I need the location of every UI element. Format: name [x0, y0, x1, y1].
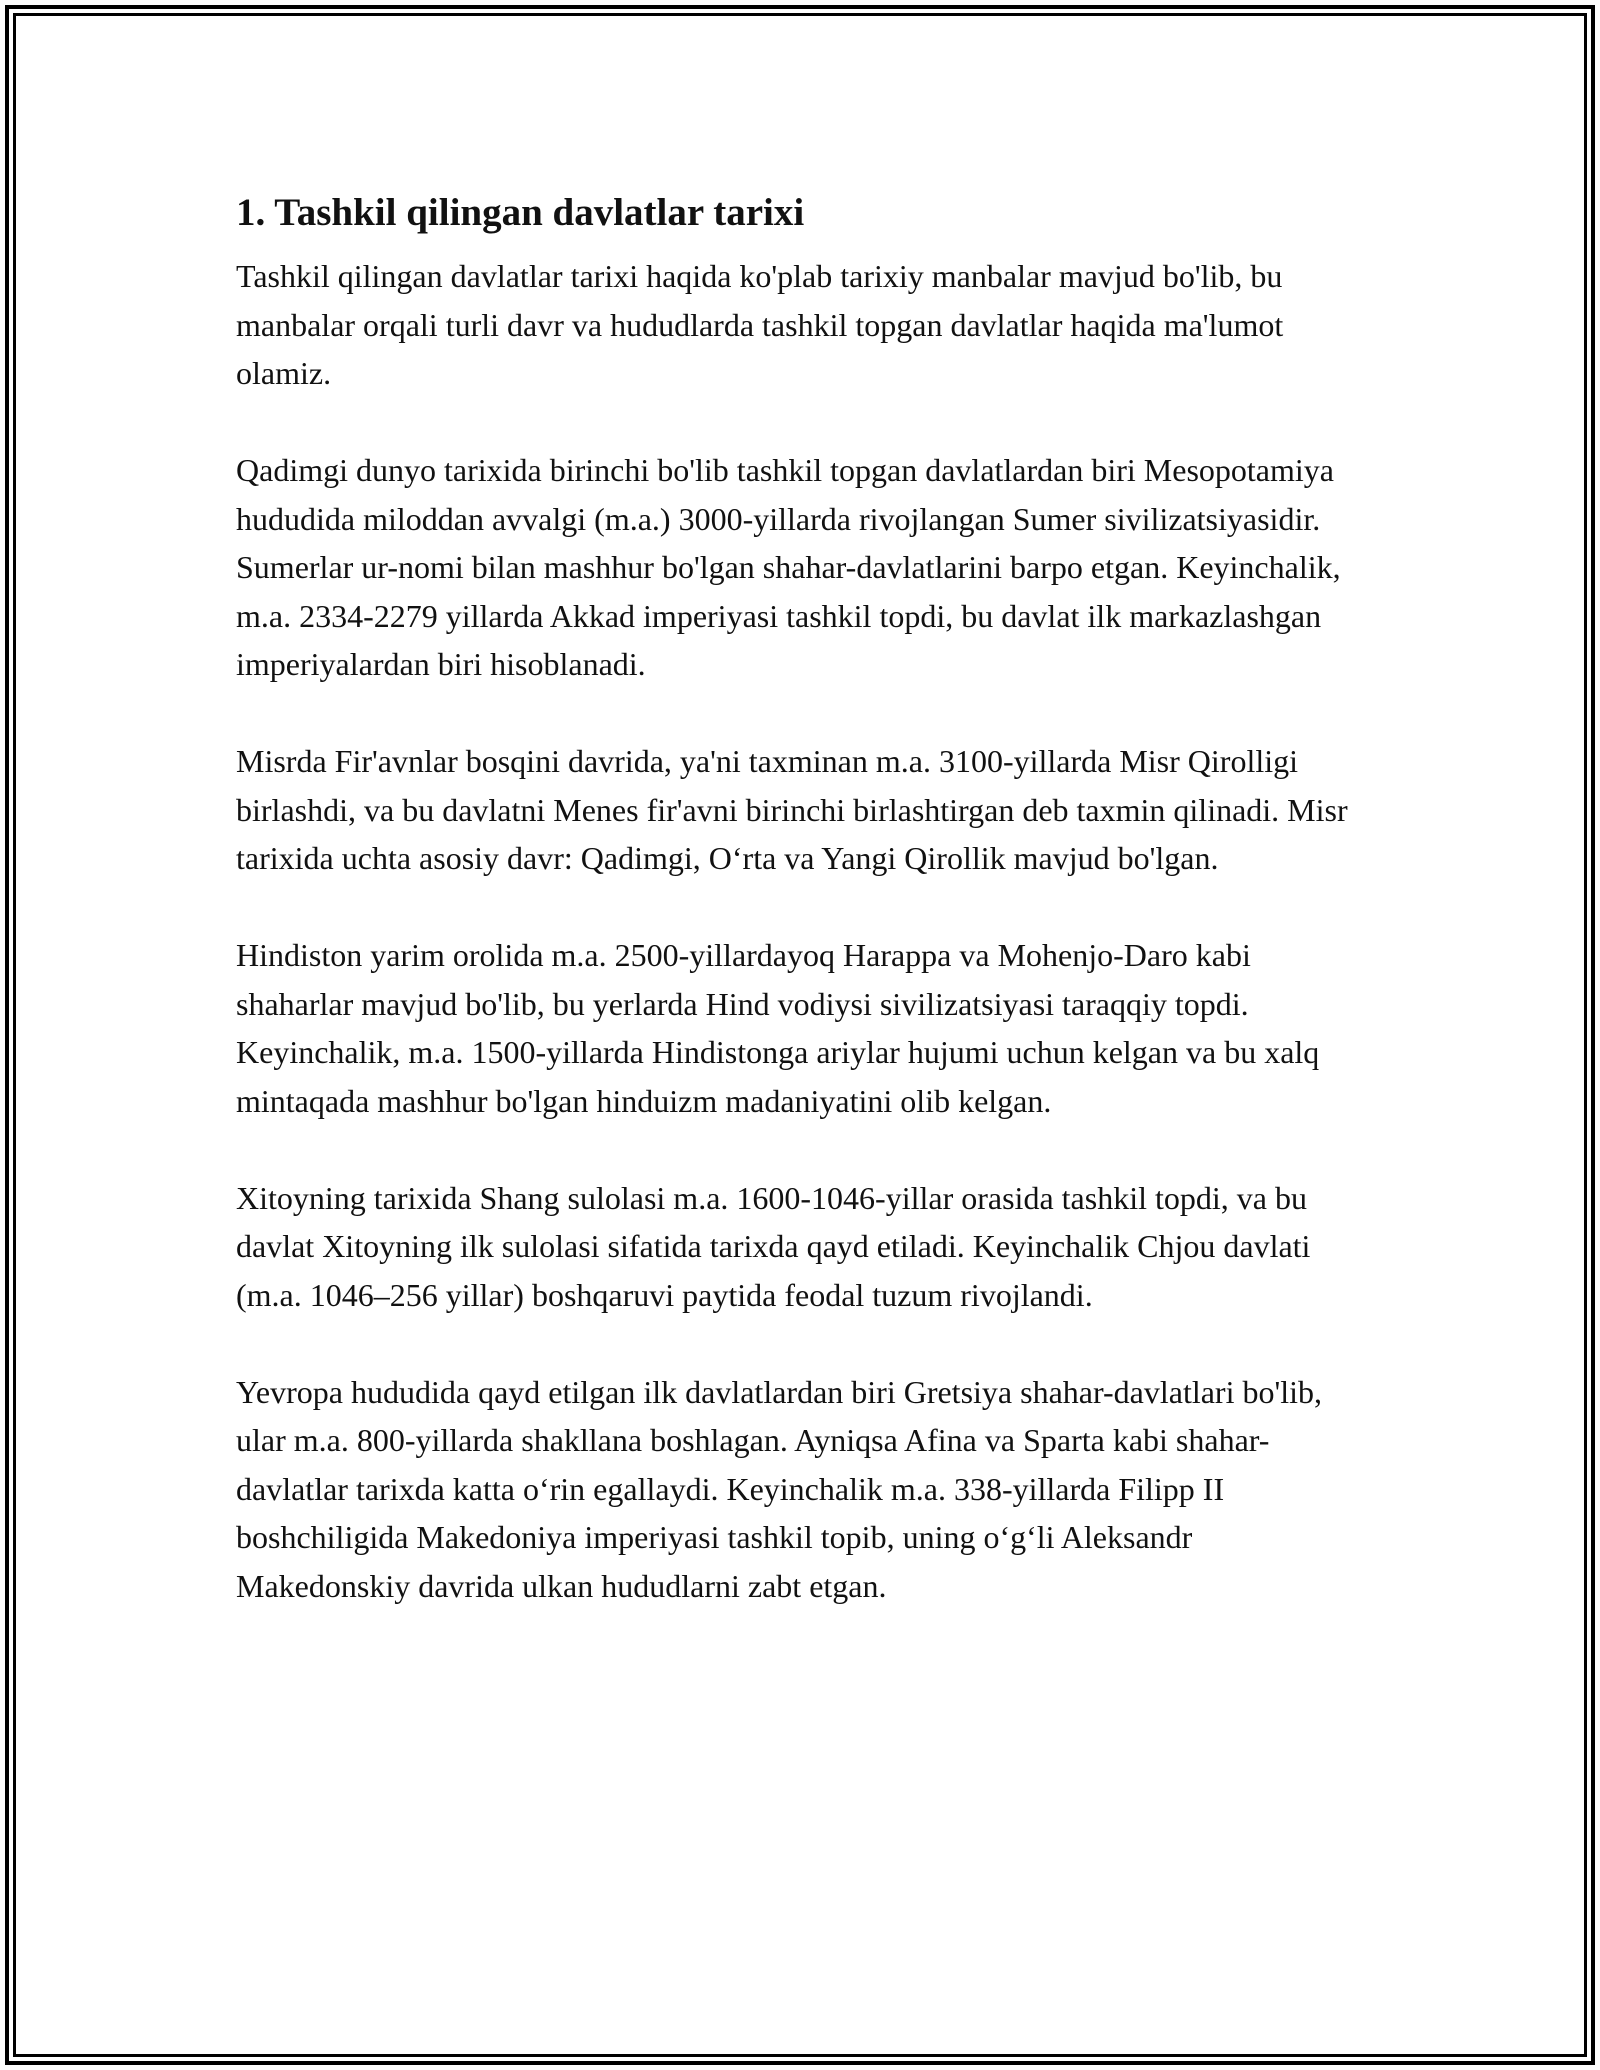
paragraph-europe: Yevropa hududida qayd etilgan ilk davlatlardan biri Gretsiya shahar-davlatlari bo'lib, ular m.a. 800-yillarda shakllana boshlagan. Ayniqsa Afina va Sparta kabi shahar-davlatlar tarixda katta o‘rin egallaydi. Keyinchalik m.a. 338-yillarda Filipp II boshchiligida Makedoniya imperiyasi tashkil topib, uning o‘g‘li Aleksandr Makedonskiy davrida ulkan hududlarni zabt etgan.	[236, 1373, 1323, 1604]
paragraph-intro: Tashkil qilingan davlatlar tarixi haqida ko'plab tarixiy manbalar mavjud bo'lib, bu manbalar orqali turli davr va hududlarda tashkil topgan davlatlar haqida ma'lumot olamiz.	[236, 258, 1284, 391]
document-body	[236, 185, 1366, 1610]
paragraph-mesopotamia: Qadimgi dunyo tarixida birinchi bo'lib tashkil topgan davlatlardan biri Mesopotamiya hududida miloddan avvalgi (m.a.) 3000-yillarda rivojlangan Sumer sivilizatsiyasidir. Sumerlar ur-nomi bilan mashhur bo'lgan shahar-davlatlarini barpo etgan. Keyinchalik, m.a. 2334-2279 yillarda Akkad imperiyasi tashkil topdi, bu davlat ilk markazlashgan imperiyalardan biri hisoblanadi.	[236, 452, 1341, 682]
paragraph-india: Hindiston yarim orolida m.a. 2500-yillardayoq Harappa va Mohenjo-Daro kabi shaharlar mavjud bo'lib, bu yerlarda Hind vodiysi sivilizatsiyasi taraqqiy topdi. Keyinchalik, m.a. 1500-yillarda Hindistonga ariylar hujumi uchun kelgan va bu xalq mintaqada mashhur bo'lgan hinduizm madaniyatini olib kelgan.	[236, 937, 1320, 1119]
section-heading: 1. Tashkil qilingan davlatlar tarixi	[236, 191, 805, 234]
paragraph-china: Xitoyning tarixida Shang sulolasi m.a. 1600-1046-yillar orasida tashkil topdi, va bu davlat Xitoyning ilk sulolasi sifatida tarixda qayd etiladi. Keyinchalik Chjou davlati (m.a. 1046–256 yillar) boshqaruvi paytida feodal tuzum rivojlandi.	[236, 1179, 1311, 1313]
paragraph-egypt: Misrda Fir'avnlar bosqini davrida, ya'ni taxminan m.a. 3100-yillarda Misr Qirolligi birlashdi, va bu davlatni Menes fir'avni birinchi birlashtirgan deb taxmin qilinadi. Misr tarixida uchta asosiy davr: Qadimgi, O‘rta va Yangi Qirollik mavjud bo'lgan.	[236, 743, 1348, 876]
